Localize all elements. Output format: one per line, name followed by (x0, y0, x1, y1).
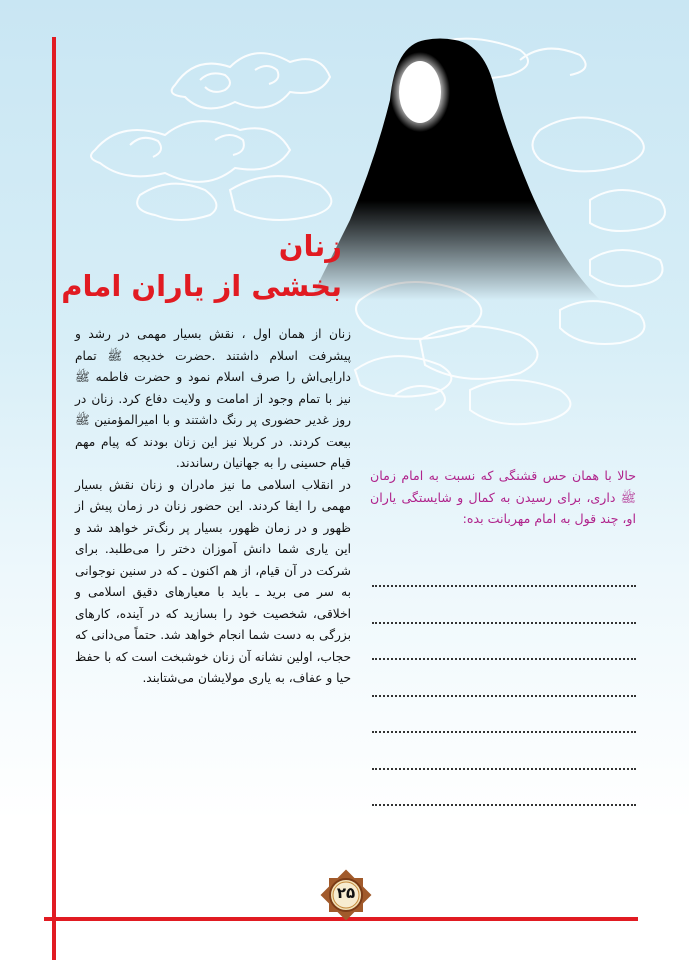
body-paragraph-1: زنان از همان اول ، نقش بسیار مهمی در رشد و پیشرفت اسلام داشتند .حضرت خدیجه ﷺ تمام دارایی‌اش را صرف اسلام نمود و حضرت فاطمه ﷺ نیز با تمام وجود از امامت و ولایت دفاع کرد. زنان در روز غدیر حضوری پر رنگ داشتند و با امیرالمؤمنین ﷺ بیعت کردند. در کربلا نیز این زنان بودند که پیام مهم قیام حسینی را به جهانیان رساندند. (75, 327, 351, 470)
page-number: ۲۵ (336, 884, 356, 902)
answer-line[interactable] (372, 695, 636, 697)
body-paragraph-2: در انقلاب اسلامی ما نیز مادران و زنان نقش بسیار مهمی را ایفا کردند. این حضور زنان در زمان پیش از ظهور و در زمان ظهور، بسیار پر رنگ‌تر خواهد شد و این یاری شما دانش آموزان دختر را می‌طلبد. برای شرکت در آن قیام، از هم اکنون ـ که در سنین نوجوانی به سر می برید ـ باید با معیارهای دقیق اسلامی و اخلاقی، شخصیت خود را بسازید که در آینده، کارهای بزرگی به دست شما انجام خواهد شد. حتماً می‌دانی که حجاب، اولین نشانه آن زنان خوشبخت است که با حفظ حیا و عفاف، به یاری مولایشان می‌شتابند. (75, 477, 351, 685)
veiled-woman-illustration (300, 30, 610, 330)
page-title-line-1: زنان (278, 229, 342, 263)
answer-line[interactable] (372, 768, 636, 770)
answer-line[interactable] (372, 731, 636, 733)
answer-lines (372, 585, 636, 841)
page-title-line-2: بخشی از یاران امام (61, 269, 342, 303)
answer-line[interactable] (372, 804, 636, 806)
vertical-red-rule (52, 37, 56, 960)
activity-prompt: حالا با همان حس قشنگی که نسبت به امام زمان ﷺ داری، برای رسیدن به کمال و شایستگی یاران او، چند قول به امام مهربانت بده: (370, 468, 636, 526)
answer-line[interactable] (372, 658, 636, 660)
answer-line[interactable] (372, 585, 636, 587)
body-text (75, 324, 351, 690)
answer-line[interactable] (372, 622, 636, 624)
